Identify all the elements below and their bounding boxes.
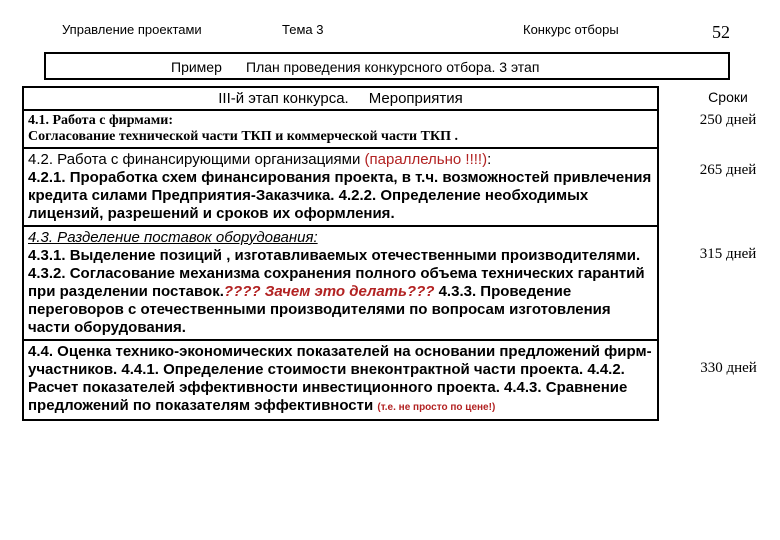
plan-table — [22, 86, 780, 421]
header-cell-activities — [23, 87, 658, 110]
header-section: Конкурс отборы — [523, 22, 619, 37]
row-4-4 — [23, 340, 658, 420]
row-4-4-body: 4.4. Оценка технико-экономических показателей на основании предложений фирм-участников. 4.4.1. Определение стоимости внеконтрактной части проекта. 4.4.2. Расчет показателей эффективности инвестиционного проекта. 4.4.3. Сравнение предложений по показателям эффективности — [28, 343, 652, 414]
table-row — [23, 226, 780, 340]
banner-label: Пример — [171, 59, 222, 75]
term-4-2: 265 дней — [699, 162, 757, 178]
stage-label: III-й этап конкурса. — [218, 90, 349, 107]
row-4-1-body: Согласование технической части ТКП и коммерческой части ТКП . — [28, 129, 458, 144]
table-row — [23, 340, 780, 420]
row-4-4-note: (т.е. не просто по цене!) — [377, 402, 496, 413]
row-4-2-lead: 4.2. Работа с финансирующими организациями — [28, 151, 361, 168]
table-row — [23, 148, 780, 226]
term-4-3: 315 дней — [699, 246, 757, 262]
row-4-3-body: 4.3.1. Выделение позиций , изготавливаемых отечественными производителями. 4.3.2. Согласование механизма сохранения полного объема технических гарантий при разделении поставок. — [28, 247, 645, 300]
row-4-1 — [23, 110, 658, 148]
row-4-2-parallel: (параллельно !!!!) — [364, 151, 488, 168]
row-4-2-body: 4.2.1. Проработка схем финансирования проекта, в т.ч. возможностей привлечения кредита силами Предприятия-Заказчика. 4.2.2. Определение необходимых лицензий, разрешений и сроков их оформления. — [28, 169, 652, 222]
table-row — [23, 110, 780, 148]
term-4-4: 330 дней — [700, 360, 757, 376]
row-4-2 — [23, 148, 658, 226]
row-4-1-title: 4.1. Работа с фирмами: — [28, 113, 173, 128]
row-4-2-colon: : — [487, 151, 492, 168]
row-4-3 — [23, 226, 658, 340]
row-4-3-question: ???? Зачем это делать??? — [223, 283, 435, 300]
activities-label: Мероприятия — [368, 90, 463, 107]
term-4-1: 250 дней — [699, 112, 757, 128]
header-course: Управление проектами — [62, 22, 202, 37]
table-header-row — [23, 87, 780, 110]
banner-title: План проведения конкурсного отбора. 3 этап — [246, 59, 540, 75]
page-number: 52 — [712, 22, 730, 42]
header-cell-terms: Сроки — [708, 89, 748, 105]
slide-banner — [44, 52, 730, 80]
row-4-3-tail: 4.3.3. Проведение переговоров с отечественными производителями по вопросам изготовления части оборудования. — [28, 283, 611, 336]
row-4-3-title: 4.3. Разделение поставок оборудования: — [28, 229, 318, 246]
header-topic: Тема 3 — [282, 22, 324, 37]
